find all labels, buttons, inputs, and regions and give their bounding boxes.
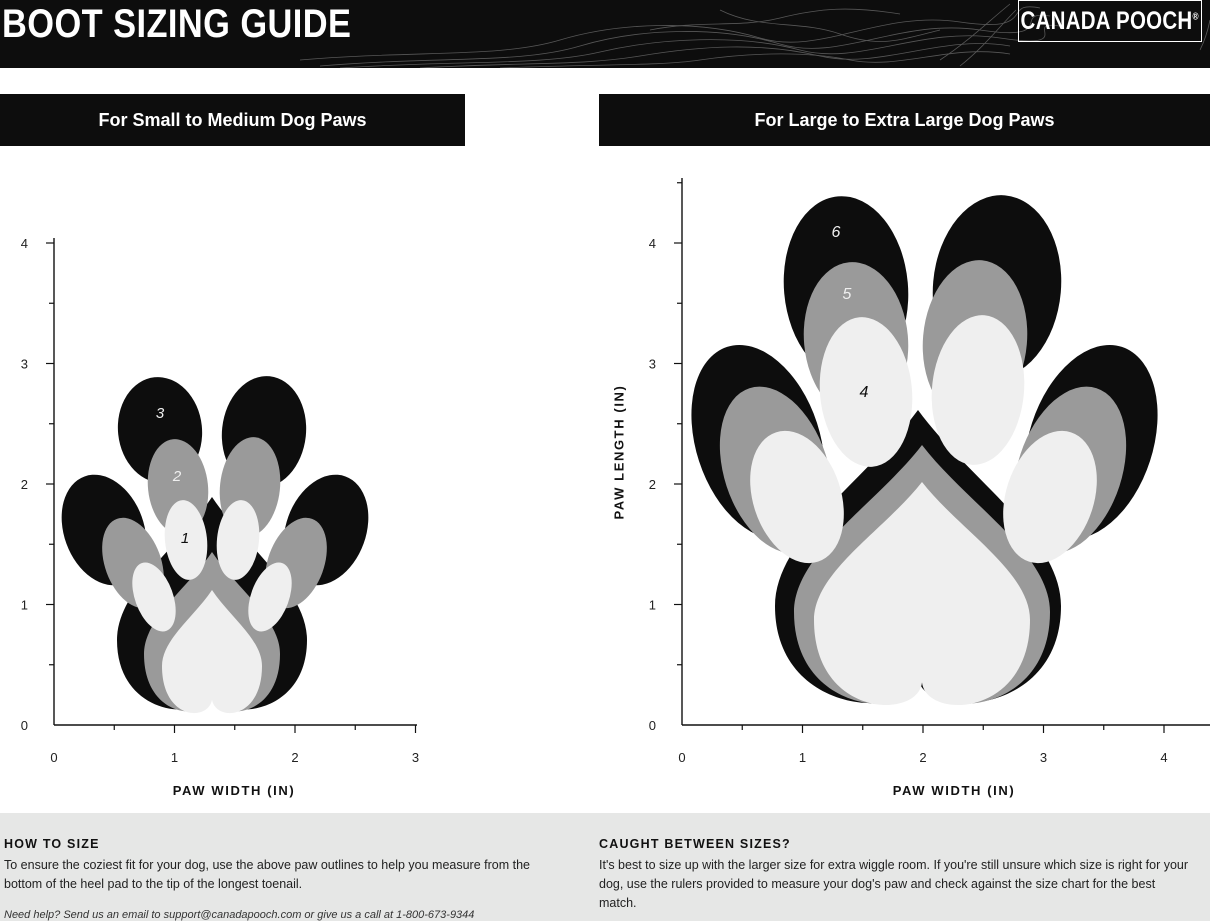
chart-large-xl	[611, 178, 1210, 798]
x-axis-title: PAW WIDTH (IN)	[892, 783, 1016, 798]
y-tick-label: 3	[20, 356, 28, 372]
x-tick-label: 0	[678, 750, 686, 765]
x-tick-label: 1	[798, 750, 807, 765]
y-tick-label: 2	[20, 477, 28, 492]
large-panel-header: For Large to Extra Large Dog Paws	[599, 94, 1210, 146]
info-footer	[0, 813, 1210, 921]
x-tick-label: 1	[170, 750, 179, 765]
page-title: BOOT SIZING GUIDE	[2, 2, 352, 46]
size-label: 3	[155, 405, 165, 422]
y-tick-label: 4	[648, 236, 656, 251]
x-tick-label: 4	[1160, 750, 1168, 765]
x-tick-label: 0	[50, 750, 58, 765]
size-label: 6	[831, 224, 841, 241]
size-label: 4	[859, 384, 869, 401]
help-contact-text: Need help? Send us an email to support@canadapooch.com or give us a call at 1-800-673-9344	[4, 909, 475, 921]
y-tick-label: 3	[648, 356, 656, 372]
y-tick-label: 0	[20, 718, 28, 733]
size-label: 5	[842, 286, 852, 303]
x-axis-title: PAW WIDTH (IN)	[172, 783, 296, 798]
small-panel-header: For Small to Medium Dog Paws	[0, 94, 465, 146]
chart-small-medium	[0, 236, 419, 798]
how-to-size-heading: HOW TO SIZE	[4, 837, 100, 851]
between-sizes-heading: CAUGHT BETWEEN SIZES?	[599, 837, 791, 851]
x-tick-label: 2	[919, 750, 927, 765]
y-tick-label: 1	[20, 597, 28, 613]
y-tick-label: 2	[648, 477, 656, 492]
x-tick-label: 3	[1039, 750, 1048, 765]
size-label: 1	[180, 530, 190, 547]
y-tick-label: 1	[648, 597, 656, 613]
brand-name: CANADA POOCH	[1020, 6, 1193, 35]
size-label: 2	[172, 468, 182, 485]
x-tick-label: 2	[291, 750, 299, 765]
y-tick-label: 0	[648, 718, 656, 733]
between-sizes-text: It's best to size up with the larger size for extra wiggle room. If you're still unsure which size is right for your dog, use the rulers provided to measure your dog's paw and check against the size chart for the best match.	[599, 858, 1189, 910]
y-tick-label: 4	[20, 236, 28, 251]
x-tick-label: 3	[411, 750, 420, 765]
registered-mark: ®	[1192, 11, 1200, 23]
how-to-size-text: To ensure the coziest fit for your dog, use the above paw outlines to help you measure from the bottom of the heel pad to the tip of the longest toenail.	[4, 858, 530, 891]
y-axis-title: PAW LENGTH (IN)	[611, 384, 627, 520]
